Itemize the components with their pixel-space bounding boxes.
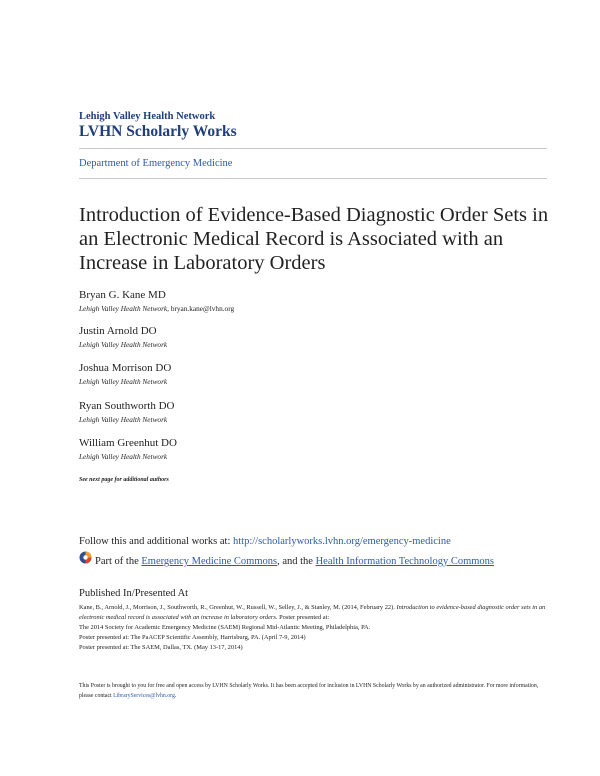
citation-authors: Kane, B., Arnold, J., Morrison, J., Southworth, R., Greenhut, W., Russell, W., Selley, J., & Stanley, M. (2014, February 22). [79, 604, 397, 611]
page-title: Introduction of Evidence-Based Diagnostic Order Sets in an Electronic Medical Record is Associated with an Increase in Laboratory Orders [79, 204, 549, 274]
footer-note [79, 681, 549, 701]
citation-line: Poster presented at: The SAEM, Dallas, TX. (May 13-17, 2014) [79, 644, 243, 651]
citation-line [79, 603, 549, 623]
repository-name[interactable]: LVHN Scholarly Works [79, 123, 237, 140]
citation-title: Introduction to evidence-based diagnostic order sets in an electronic medical record is associated with an increase in laboratory orders [79, 604, 546, 621]
see-next-note: See next page for additional authors [79, 477, 169, 483]
author-affiliation: Lehigh Valley Health Network [79, 415, 168, 424]
author-affiliation [79, 304, 234, 313]
author-affiliation: Lehigh Valley Health Network [79, 452, 168, 461]
affiliation-text: Lehigh Valley Health Network [79, 304, 168, 313]
part-of-line [95, 556, 494, 567]
network-name: Lehigh Valley Health Network [79, 111, 216, 122]
author-name: Ryan Southworth DO [79, 400, 175, 412]
author-name: Justin Arnold DO [79, 325, 157, 337]
follow-prefix: Follow this and additional works at: [79, 536, 233, 547]
author-email[interactable]: , bryan.kane@lvhn.org [167, 304, 235, 313]
contact-email-link[interactable]: LibraryServices@lvhn.org [113, 693, 175, 699]
commons-network-icon [79, 551, 92, 564]
footer-end: . [174, 693, 177, 699]
health-it-commons-link[interactable]: Health Information Technology Commons [315, 556, 494, 567]
department-link[interactable]: Department of Emergency Medicine [79, 158, 233, 169]
emergency-medicine-commons-link[interactable]: Emergency Medicine Commons [141, 556, 278, 567]
divider-bottom [79, 178, 547, 179]
author-name: William Greenhut DO [79, 437, 177, 449]
part-of-middle: , and the [277, 556, 316, 567]
citation-line: Poster presented at: The PaACEP Scientific Assembly, Harrisburg, PA. (April 7-9, 2014) [79, 634, 306, 641]
collection-url-link[interactable]: http://scholarlyworks.lvhn.org/emergency-medicine [233, 536, 451, 547]
divider-top [79, 148, 547, 149]
citation-suffix: . Poster presented at: [275, 614, 330, 621]
citation-block [79, 603, 549, 653]
footer-text: This Poster is brought to you for free and open access by LVHN Scholarly Works. It has been accepted for inclusion in LVHN Scholarly Works by an authorized administrator. For more information, please contact [79, 683, 539, 699]
author-affiliation: Lehigh Valley Health Network [79, 377, 168, 386]
author-name: Joshua Morrison DO [79, 362, 172, 374]
part-of-prefix: Part of the [95, 556, 142, 567]
published-heading: Published In/Presented At [79, 588, 189, 599]
citation-line: The 2014 Society for Academic Emergency Medicine (SAEM) Regional Mid-Atlantic Meeting, Philadelphia, PA. [79, 624, 371, 631]
author-affiliation: Lehigh Valley Health Network [79, 340, 168, 349]
author-name: Bryan G. Kane MD [79, 289, 166, 301]
follow-line [79, 536, 451, 547]
